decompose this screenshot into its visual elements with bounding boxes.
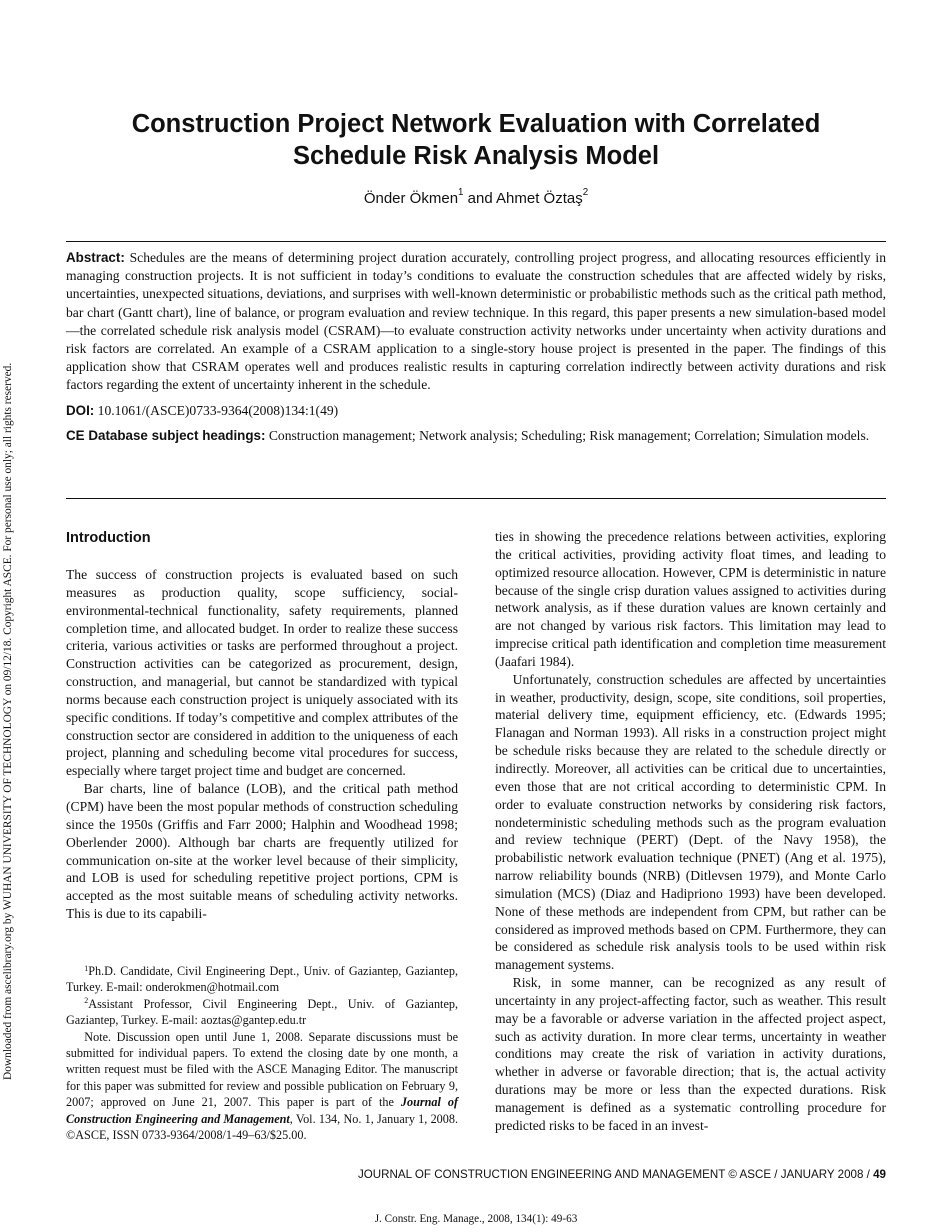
subject-label: CE Database subject headings: — [66, 427, 266, 443]
abstract-label: Abstract: — [66, 250, 125, 265]
paragraph: ties in showing the precedence relations between activities, exploring the critical activities, providing activity float times, and leading to optimized resource allocation. However, CPM is deterministic in nature because of the single crisp duration values assigned to activities during network analysis, as if these duration values are known certainly and are not changed by various risk factors. This limitation may lead to imprecise critical path identification and completion time measurement (Jaafari 1984). — [495, 529, 886, 669]
divider-top — [66, 241, 886, 242]
footnote-1 — [66, 963, 458, 996]
authors-and: and — [463, 190, 497, 207]
discussion-note — [66, 1029, 458, 1144]
section-heading-introduction: Introduction — [66, 530, 151, 546]
footer-journal: JOURNAL OF CONSTRUCTION ENGINEERING AND MANAGEMENT © ASCE / JANUARY 2008 / — [357, 1168, 874, 1181]
paragraph: Unfortunately, construction schedules are affected by uncertainties in weather, productivity, design, scope, site conditions, soil properties, material delivery time, equipment efficiency, etc. (Edwards 1995; Flanagan and Norman 1993). All risks in a construction project might be schedule risks because they are related to the schedule directly or indirectly. Moreover, all activities can be critical due to uncertainties, even those that are not critical according to deterministic CPM. In order to evaluate construction networks by considering risk factors, nondeterministic scheduling methods such as the program evaluation and review technique (PERT) (Dept. of the Navy 1958), the probabilistic network evaluation technique (PNET) (Ang et al. 1975), narrow reliability bounds (NRB) (Ditlevsen 1979), and Monte Carlo simulation (MCS) (Diaz and Hadipriono 1993) have been developed. None of these methods are independent from CPM, but rather can be considered as improved methods based on CPM. Furthermore, they can be considered as schedule risk analysis tools to be used within risk management systems. — [495, 671, 886, 973]
paragraph: Bar charts, line of balance (LOB), and the critical path method (CPM) have been the most popular methods of construction scheduling since the 1950s (Griffis and Farr 2000; Halphin and Woodhead 1998; Oberlender 2000). Although bar charts are frequently utilized for communication on-site at the worker level because of their simplicity, and LOB is used for scheduling repetitive project portions, CPM is accepted as the most suitable means of scheduling activity networks. This is due to its capabili- — [66, 781, 458, 922]
title-line-2: Schedule Risk Analysis Model — [292, 142, 660, 170]
footnote-2 — [66, 996, 458, 1029]
subject-value: Construction management; Network analysis; Scheduling; Risk management; Correlation; Simulation models. — [268, 427, 870, 443]
footnote-1-text: Ph.D. Candidate, Civil Engineering Dept., Univ. of Gaziantep, Gaziantep, Turkey. E-mail: onderokmen@hotmail.com — [66, 964, 458, 995]
footnote-2-text: Assistant Professor, Civil Engineering Dept., Univ. of Gaziantep, Gaziantep, Turkey. E-mail: aoztas@gantep.edu.tr — [66, 996, 458, 1028]
doi-value[interactable]: 10.1061/(ASCE)0733-9364(2008)134:1(49) — [97, 402, 339, 418]
abstract — [66, 249, 886, 395]
page-number: 49 — [873, 1168, 886, 1181]
title-line-1: Construction Project Network Evaluation with Correlated — [131, 110, 821, 138]
doi — [66, 402, 886, 420]
journal-name: Journal of Construction Engineering and Management — [66, 1095, 459, 1126]
left-column — [66, 529, 458, 923]
author-2: Ahmet Öztaş — [496, 190, 583, 207]
download-notice: Downloaded from ascelibrary.org by WUHAN UNIVERSITY OF TECHNOLOGY on 09/12/18. Copyright ASCE. For personal use only; all rights reserved. — [2, 362, 14, 1080]
note-text-a: Note. Discussion open until June 1, 2008. Separate discussions must be submitted for individual papers. To extend the closing date by one month, a written request must be filed with the ASCE Managing Editor. The manuscript for this paper was submitted for review and possible publication on February 9, 2007; approved on June 21, 2007. This paper is part of the — [66, 1029, 458, 1110]
author-1: Önder Ökmen — [363, 190, 459, 207]
abstract-text: Schedules are the means of determining project duration accurately, controlling project progress, and allocating resources efficiently in managing construction projects. It is not sufficient in today’s conditions to evaluate the construction schedules that are affected widely by risks, uncertainties, unexpected situations, deviations, and surprises with well-known deterministic or probabilistic methods such as the critical path method, bar chart (Gantt chart), line of balance, or program evaluation and review technique. In this regard, this paper presents a new simulation-based model—the correlated schedule risk analysis model (CSRAM)—to evaluate construction activity networks under uncertainty when activity durations and risk factors are correlated. An example of a CSRAM application to a single-story house project is presented in the paper. The findings of this application show that CSRAM operates well and produces realistic results in capturing correlation indirectly between activity durations and risk factors regarding the extent of uncertainty inherent in the schedule. — [66, 250, 886, 393]
footnote-2-mark: 2 — [84, 996, 89, 1006]
doi-label: DOI: — [66, 402, 95, 418]
author-2-affil: 2 — [582, 187, 589, 199]
citation: J. Constr. Eng. Manage., 2008, 134(1): 49-63 — [374, 1213, 578, 1225]
authors — [66, 187, 886, 207]
footnotes — [66, 963, 458, 1143]
note-text-b: , Vol. 134, No. 1, January 1, 2008. ©ASCE, ISSN 0733-9364/2008/1-49–63/$25.00. — [66, 1111, 458, 1143]
paper-title — [66, 108, 886, 172]
divider-bottom — [66, 498, 886, 499]
right-column — [495, 528, 886, 1135]
subject-headings — [66, 427, 886, 445]
footnote-1-mark: 1 — [84, 963, 89, 973]
paragraph: Risk, in some manner, can be recognized as any result of uncertainty in any project-affecting factor, such as weather. This result may be a favorable or adverse variation in the affected project aspect, such as activity duration. In more clear terms, uncertainty in weather conditions may create the risk of variation in activity durations, whether in adverse or favorable direction; that is, the actual activity durations may be more or less than the expected durations. Risk management is defined as a systematic controlling procedure for predicted risks to be faced in an invest- — [495, 975, 886, 1133]
author-1-affil: 1 — [458, 187, 464, 199]
paragraph: The success of construction projects is evaluated based on such measures as production quality, scope sufficiency, social-environmental-technical functionality, safety requirements, planned completion time, and allocated budget. In order to realize these success criteria, various activities or tasks are performed throughout a project. Construction activities can be categorized as procurement, design, construction, and managerial, but cannot be standardized with typical norms because each construction project is uniquely associated with its specific conditions. If today’s competitive and complex attributes of the construction sector are considered in addition to the uniqueness of each project, planning and scheduling become vital procedures for success, especially where target project time and budget are concerned. — [66, 567, 458, 779]
running-footer — [66, 1168, 886, 1181]
abstract-block — [66, 249, 886, 452]
